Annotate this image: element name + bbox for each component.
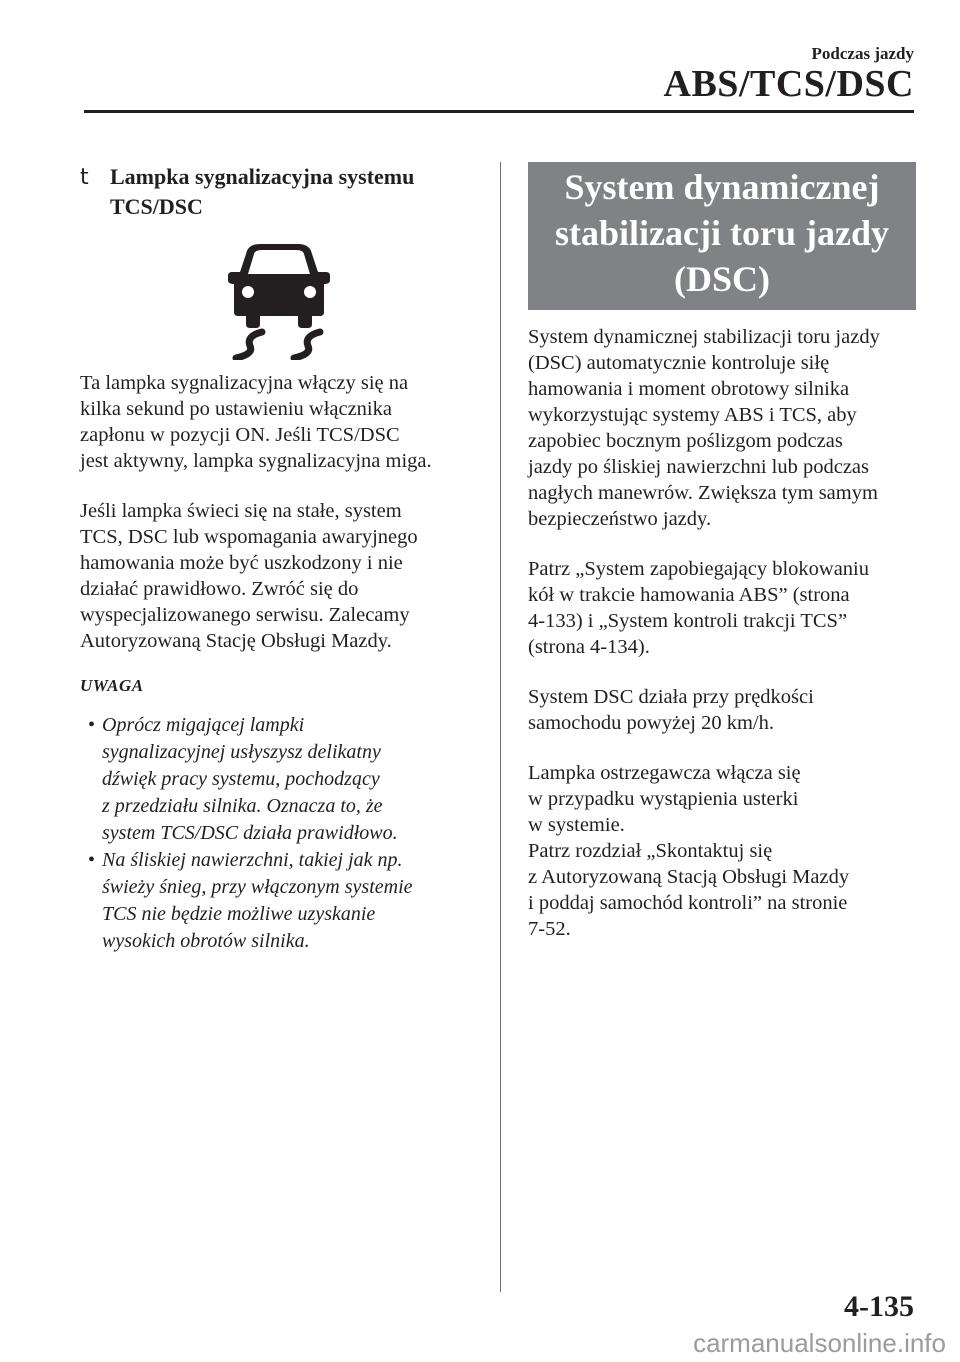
- left-paragraph-1: Ta lampka sygnalizacyjna włączy się na kilka sekund po ustawieniu włącznika zapłonu w pozycji ON. Jeśli TCS/DSC jest aktywny, lampka sygnalizacyjna miga.: [80, 372, 432, 472]
- note-list: [80, 712, 480, 955]
- page-number: 4-135: [844, 1290, 914, 1323]
- right-paragraph-4: Lampka ostrzegawcza włącza się w przypadku wystąpienia usterki w systemie. Patrz rozdział „Skontaktuj się z Autoryzowaną Stacją Obsługi Mazdy i poddaj samochód kontroli” na stronie 7-52.: [528, 762, 850, 940]
- right-paragraph-3: System DSC działa przy prędkości samochodu powyżej 20 km/h.: [528, 686, 814, 734]
- left-column: [80, 162, 480, 955]
- right-paragraph-2: Patrz „System zapobiegający blokowaniu kół w trakcie hamowania ABS” (strona 4-133) i „System kontroli trakcji TCS” (strona 4-134).: [528, 558, 869, 658]
- section-banner: System dynamicznej stabilizacji toru jazdy (DSC): [528, 162, 916, 310]
- note-text: Oprócz migającej lampki sygnalizacyjnej usłyszysz delikatny dźwięk pracy systemu, pochodzący z przedziału silnika. Oznacza to, że system TCS/DSC działa prawidłowo.: [102, 714, 398, 844]
- left-paragraph-2: Jeśli lampka świeci się na stałe, system TCS, DSC lub wspomagania awaryjnego hamowania może być uszkodzony i nie działać prawidłowo. Zwróć się do wyspecjalizowanego serwisu. Zalecamy Autoryzowaną Stację Obsługi Mazdy.: [80, 500, 418, 652]
- sub-heading: Lampka sygnalizacyjna systemu TCS/DSC: [110, 164, 415, 219]
- note-text: Na śliskiej nawierzchni, takiej jak np. świeży śnieg, przy włączonym systemie TCS nie będzie możliwe uzyskanie wysokich obrotów silnika.: [102, 849, 413, 952]
- note-bullet: •: [88, 714, 96, 736]
- tcs-dsc-warning-light-icon: [224, 240, 334, 360]
- page-title: ABS/TCS/DSC: [663, 63, 914, 105]
- section-title: Podczas jazdy: [811, 44, 914, 63]
- watermark: carmanualsonline.info: [693, 1328, 946, 1358]
- note-item: [80, 712, 480, 847]
- icon-container: [80, 240, 480, 370]
- header-rule: [84, 110, 914, 113]
- note-item: [80, 847, 480, 955]
- right-column: [528, 162, 916, 942]
- heading-marker: t: [80, 165, 89, 190]
- note-label: UWAGA: [80, 676, 144, 695]
- note-bullet: •: [88, 849, 96, 871]
- column-divider: [500, 162, 501, 1292]
- right-paragraph-1: System dynamicznej stabilizacji toru jazdy (DSC) automatycznie kontroluje siłę hamowania i moment obrotowy silnika wykorzystując systemy ABS i TCS, aby zapobiec bocznym poślizgom podczas jazdy po śliskiej nawierzchni lub podczas nagłych manewrów. Zwiększa tym samym bezpieczeństwo jazdy.: [528, 326, 880, 530]
